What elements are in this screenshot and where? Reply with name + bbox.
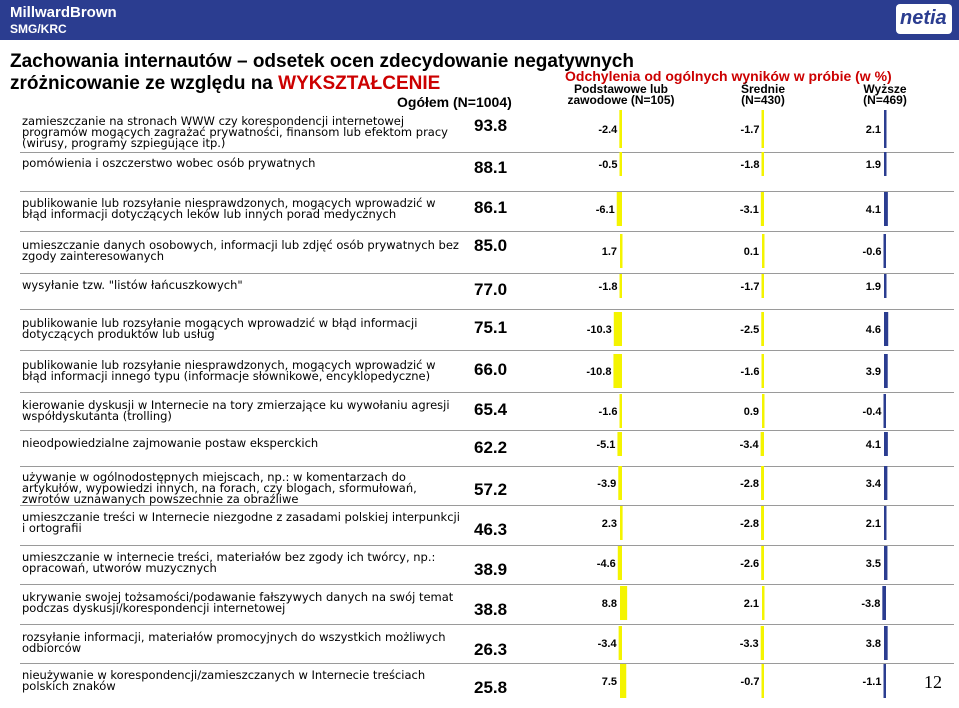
data-label: 7.5 bbox=[601, 676, 617, 688]
category-label: publikowanie lub rozsyłanie mogących wprowadzić w błąd informacji dotyczących produktów lub usług bbox=[22, 316, 418, 341]
category-label: wysyłanie tzw. "listów łańcuszkowych" bbox=[22, 278, 243, 292]
data-label: -2.8 bbox=[740, 478, 760, 490]
data-label: 1.9 bbox=[865, 159, 881, 171]
data-label: -1.7 bbox=[740, 124, 760, 136]
logo-line2: SMG/KRC bbox=[10, 22, 67, 36]
data-label: -2.4 bbox=[598, 124, 618, 136]
series-header-line: (N=430) bbox=[741, 93, 785, 107]
data-label: -2.8 bbox=[740, 518, 760, 530]
category-label: nieużywanie w korespondencji/zamieszczanych w Internecie treściach polskich znaków bbox=[22, 668, 426, 693]
data-label: 3.9 bbox=[865, 366, 881, 378]
category-label: ukrywanie swojej tożsamości/podawanie fałszywych danych na swój temat podczas dyskusji/korespondencji internetowej bbox=[22, 590, 454, 615]
deviation-header: Odchylenia od ogólnych wyników w próbie (w %) bbox=[565, 68, 892, 84]
data-label: -6.1 bbox=[595, 204, 615, 216]
series-header-line: zawodowe (N=105) bbox=[567, 93, 675, 107]
total-value: 85.0 bbox=[474, 236, 508, 255]
data-label: -10.8 bbox=[586, 366, 612, 378]
series-header-line: Średnie bbox=[740, 82, 785, 96]
data-label: 4.1 bbox=[865, 439, 881, 451]
data-label: -3.4 bbox=[597, 638, 617, 650]
data-label: 0.1 bbox=[743, 246, 759, 258]
total-value: 66.0 bbox=[474, 360, 508, 379]
series-header-line: Wyższe bbox=[863, 82, 907, 96]
data-label: -3.3 bbox=[739, 638, 759, 650]
data-label: -0.4 bbox=[862, 406, 882, 418]
data-label: -4.6 bbox=[596, 558, 616, 570]
data-label: -1.6 bbox=[740, 366, 760, 378]
total-value: 93.8 bbox=[474, 116, 508, 135]
category-label: używanie w ogólnodostępnych miejscach, np.: w komentarzach do artykułów, wypowiedzi innych, na forach, czy blogach, sformułowań, zwrotów uznawanych powszechnie za obraźliwe bbox=[22, 470, 417, 506]
total-value: 46.3 bbox=[474, 520, 508, 539]
total-value: 86.1 bbox=[474, 198, 508, 217]
data-label: -3.4 bbox=[739, 439, 759, 451]
data-label: -1.8 bbox=[598, 281, 618, 293]
total-value: 26.3 bbox=[474, 640, 508, 659]
data-label: 0.9 bbox=[743, 406, 759, 418]
total-value: 57.2 bbox=[474, 480, 508, 499]
category-label: rozsyłanie informacji, materiałów promocyjnych do wszystkich możliwych odbiorców bbox=[22, 630, 446, 655]
bar bbox=[614, 312, 621, 346]
total-value: 38.9 bbox=[474, 560, 508, 579]
total-value: 88.1 bbox=[474, 158, 508, 177]
data-label: -3.1 bbox=[739, 204, 759, 216]
netia-logo-text: netia bbox=[900, 7, 947, 29]
category-label: kierowanie dyskusji w Internecie na tory zmierzające ku wywołaniu agresji współdyskutanta (trolling) bbox=[22, 398, 450, 423]
category-label: umieszczanie danych osobowych, informacji lub zdjęć osób prywatnych bez zgody zainteresowanych bbox=[22, 238, 459, 263]
total-value: 38.8 bbox=[474, 600, 508, 619]
data-label: -0.5 bbox=[598, 159, 618, 171]
data-label: -5.1 bbox=[596, 439, 616, 451]
total-value: 25.8 bbox=[474, 678, 508, 697]
data-label: -3.9 bbox=[597, 478, 617, 490]
data-label: 1.9 bbox=[865, 281, 881, 293]
total-header: Ogółem (N=1004) bbox=[397, 94, 512, 110]
category-label: nieodpowiedzialne zajmowanie postaw eksperckich bbox=[22, 436, 319, 450]
data-label: 2.1 bbox=[865, 124, 881, 136]
data-label: 3.5 bbox=[865, 558, 881, 570]
data-label: -0.7 bbox=[740, 676, 760, 688]
data-label: -2.5 bbox=[740, 324, 760, 336]
title-line1: Zachowania internautów – odsetek ocen zdecydowanie negatywnych bbox=[10, 51, 634, 72]
data-label: -10.3 bbox=[586, 324, 612, 336]
bar bbox=[613, 354, 621, 388]
category-label: pomówienia i oszczerstwo wobec osób prywatnych bbox=[22, 156, 316, 170]
data-label: 2.1 bbox=[865, 518, 881, 530]
category-label: umieszczanie w internecie treści, materiałów bez zgody ich twórcy, np.: opracowań, utworów muzycznych bbox=[22, 550, 436, 575]
series-header-line: Podstawowe lub bbox=[573, 82, 668, 96]
title-line2-highlight: WYKSZTAŁCENIE bbox=[278, 73, 441, 94]
data-label: -3.8 bbox=[861, 598, 881, 610]
category-label: publikowanie lub rozsyłanie niesprawdzonych, mogących wprowadzić w błąd informacji dotyczących leków lub innych porad medycznych bbox=[22, 196, 436, 221]
logo-line1: MillwardBrown bbox=[10, 4, 117, 21]
data-label: 4.1 bbox=[865, 204, 881, 216]
total-value: 62.2 bbox=[474, 438, 508, 457]
data-label: 2.3 bbox=[601, 518, 617, 530]
total-value: 75.1 bbox=[474, 318, 508, 337]
category-label: zamieszczanie na stronach WWW czy korespondencji internetowej programów mogących zagrażać prywatności, finansom lub efektom pracy (wirusy, programy szpiegujące itp.) bbox=[22, 114, 448, 150]
category-label: publikowanie lub rozsyłanie niesprawdzonych, mogących wprowadzić w błąd informacji innego typu (informacje słownikowe, encyklopedyczne) bbox=[22, 358, 436, 383]
data-label: 1.7 bbox=[601, 246, 617, 258]
data-label: 8.8 bbox=[601, 598, 617, 610]
data-label: -1.8 bbox=[740, 159, 760, 171]
page-number: 12 bbox=[924, 672, 942, 692]
total-value: 65.4 bbox=[474, 400, 508, 419]
category-label: umieszczanie treści w Internecie niezgodne z zasadami polskiej interpunkcji i ortografii bbox=[22, 510, 460, 535]
data-label: 3.4 bbox=[865, 478, 881, 490]
series-header-line: (N=469) bbox=[863, 93, 907, 107]
data-label: 3.8 bbox=[865, 638, 881, 650]
total-value: 77.0 bbox=[474, 280, 508, 299]
data-label: -0.6 bbox=[862, 246, 882, 258]
data-label: -1.1 bbox=[862, 676, 882, 688]
data-label: 4.6 bbox=[865, 324, 881, 336]
data-label: -2.6 bbox=[740, 558, 760, 570]
data-label: -1.7 bbox=[740, 281, 760, 293]
data-label: 2.1 bbox=[743, 598, 759, 610]
title-line2-prefix: zróżnicowanie ze względu na bbox=[10, 73, 279, 94]
data-label: -1.6 bbox=[598, 406, 618, 418]
